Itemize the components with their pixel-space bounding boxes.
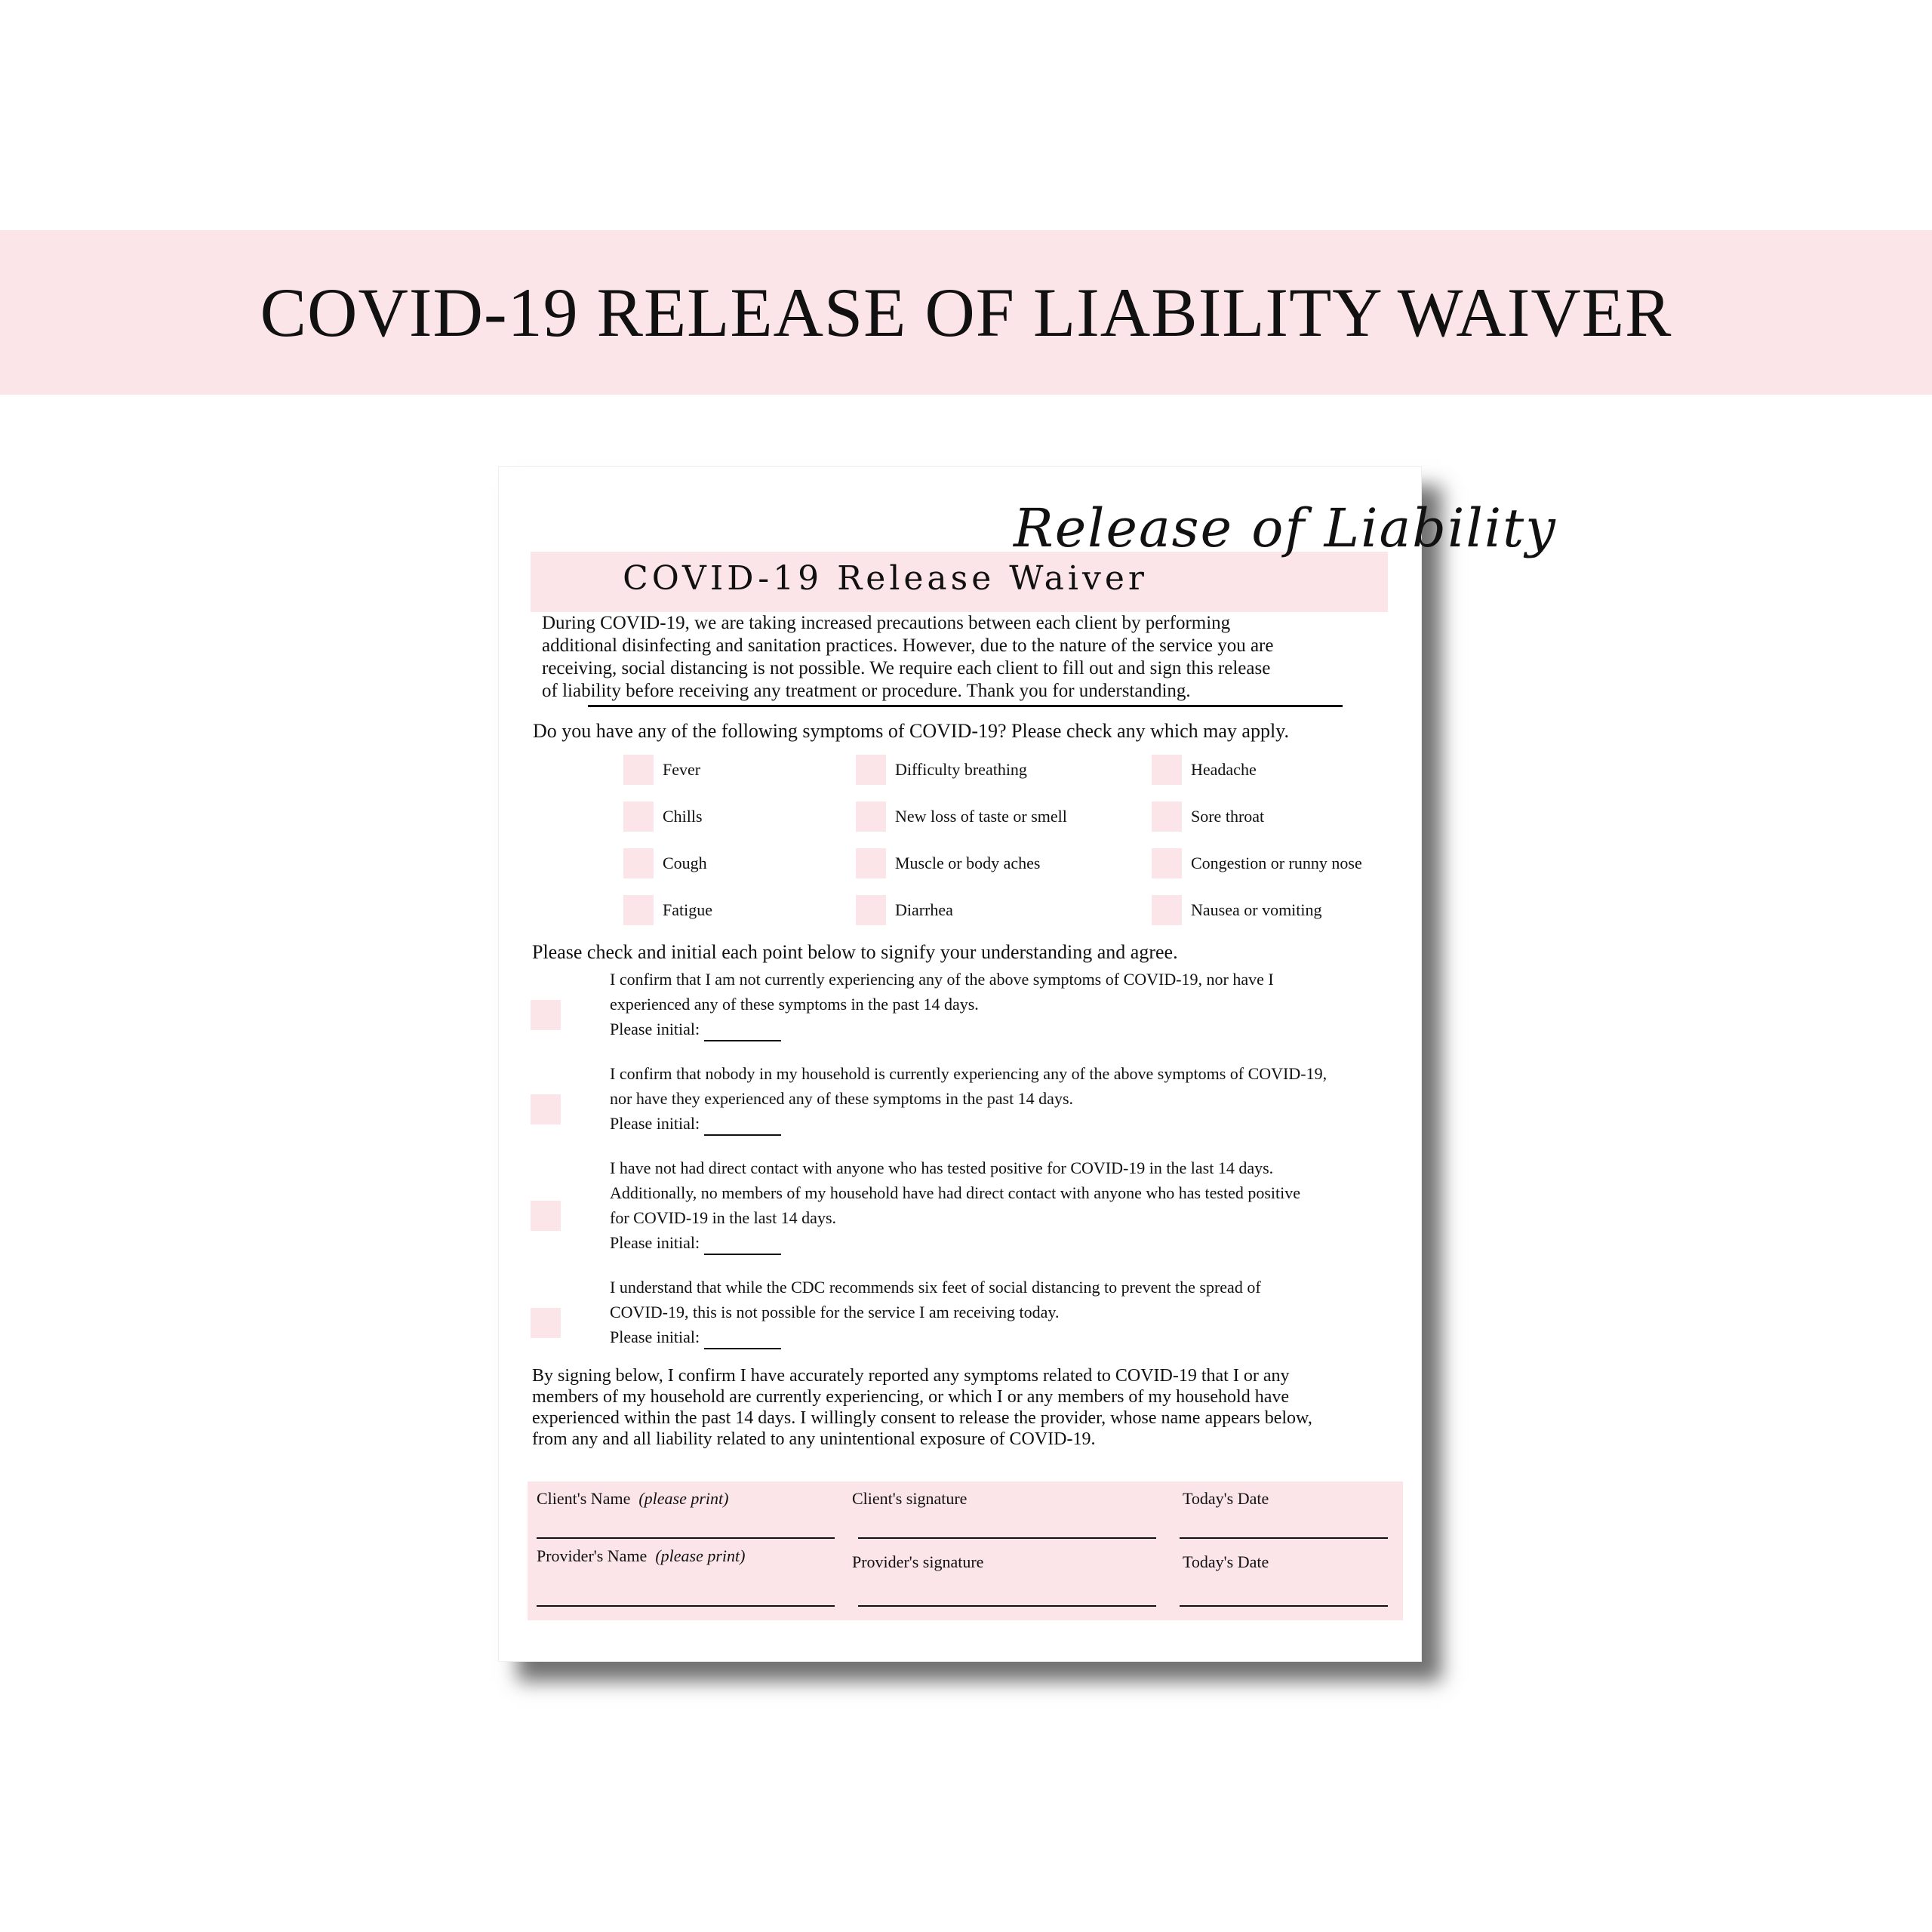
point-line: I confirm that I am not currently experiencing any of the above symptoms of COVID-19, nor have I: [610, 970, 1274, 989]
acknowledgement-point: [531, 1155, 1398, 1261]
symptom-muscle-aches[interactable]: [856, 848, 1040, 879]
point-line: I confirm that nobody in my household is currently experiencing any of the above symptoms of COVID-19,: [610, 1064, 1327, 1083]
top-banner: [0, 230, 1932, 395]
closing-line: from any and all liability related to any unintentional exposure of COVID-19.: [532, 1429, 1096, 1449]
client-name-text: Client's Name: [537, 1489, 631, 1508]
provider-date-field[interactable]: [1180, 1605, 1388, 1607]
symptom-label: Congestion or runny nose: [1191, 854, 1362, 872]
intro-line: receiving, social distancing is not possible. We require each client to fill out and sign this release: [542, 658, 1271, 678]
closing-statement: [532, 1365, 1400, 1450]
symptom-label: Diarrhea: [895, 900, 953, 919]
point-line: for COVID-19 in the last 14 days.: [610, 1208, 837, 1227]
initial-label: Please initial:: [610, 1020, 700, 1038]
client-date-field[interactable]: [1180, 1537, 1388, 1539]
client-name-field[interactable]: [537, 1537, 835, 1539]
symptom-label: Headache: [1191, 760, 1257, 779]
client-signature-label: Client's signature: [852, 1489, 968, 1508]
acknowledgement-instruction: Please check and initial each point below to signify your understanding and agree.: [532, 941, 1178, 963]
intro-underline: [588, 705, 1343, 707]
checkbox[interactable]: [856, 848, 886, 878]
point-line: COVID-19, this is not possible for the service I am receiving today.: [610, 1303, 1060, 1321]
checkbox[interactable]: [531, 1094, 561, 1124]
closing-line: By signing below, I confirm I have accurately reported any symptoms related to COVID-19 that I or any: [532, 1366, 1290, 1386]
intro-line: additional disinfecting and sanitation practices. However, due to the nature of the service you are: [542, 635, 1274, 656]
provider-signature-label: Provider's signature: [852, 1552, 984, 1571]
please-print-hint: (please print): [655, 1546, 746, 1565]
symptom-headache[interactable]: [1152, 754, 1257, 786]
symptom-label: Cough: [663, 854, 707, 872]
checkbox[interactable]: [1152, 801, 1182, 832]
initial-row: [610, 1324, 1395, 1349]
point-line: experienced any of these symptoms in the past 14 days.: [610, 995, 979, 1014]
closing-line: experienced within the past 14 days. I willingly consent to release the provider, whose name appears below,: [532, 1408, 1312, 1428]
point-line: I understand that while the CDC recommends six feet of social distancing to prevent the spread of: [610, 1278, 1261, 1297]
provider-name-text: Provider's Name: [537, 1546, 648, 1565]
checkbox[interactable]: [531, 1201, 561, 1231]
intro-line: of liability before receiving any treatment or procedure. Thank you for understanding.: [542, 681, 1191, 701]
initial-field[interactable]: [704, 1237, 781, 1255]
intro-line: During COVID-19, we are taking increased precautions between each client by performing: [542, 613, 1231, 633]
symptom-nausea[interactable]: [1152, 894, 1322, 926]
symptom-diarrhea[interactable]: [856, 894, 953, 926]
symptom-label: Muscle or body aches: [895, 854, 1041, 872]
acknowledgement-point: [531, 967, 1398, 1050]
symptom-label: Fatigue: [663, 900, 712, 919]
client-name-label: [537, 1489, 729, 1509]
symptom-label: Difficulty breathing: [895, 760, 1027, 779]
symptom-label: Fever: [663, 760, 701, 779]
client-date-label: Today's Date: [1183, 1489, 1269, 1508]
symptoms-question: Do you have any of the following symptoms of COVID-19? Please check any which may apply.: [533, 720, 1289, 742]
checkbox[interactable]: [1152, 755, 1182, 785]
initial-label: Please initial:: [610, 1114, 700, 1133]
symptom-congestion[interactable]: [1152, 848, 1362, 879]
symptom-checklist: [578, 754, 1408, 935]
checkbox[interactable]: [623, 848, 654, 878]
symptom-chills[interactable]: [623, 801, 703, 832]
initial-label: Please initial:: [610, 1327, 700, 1346]
waiver-form-page: [498, 466, 1557, 1662]
provider-date-label: Today's Date: [1183, 1552, 1269, 1571]
checkbox[interactable]: [1152, 895, 1182, 925]
symptom-loss-of-taste[interactable]: [856, 801, 1067, 832]
checkbox[interactable]: [856, 755, 886, 785]
provider-name-field[interactable]: [537, 1605, 835, 1607]
point-text: [610, 1061, 1395, 1136]
signature-block: [528, 1481, 1403, 1620]
symptom-sore-throat[interactable]: [1152, 801, 1264, 832]
symptom-label: Chills: [663, 807, 703, 826]
provider-name-label: [537, 1546, 745, 1566]
point-line: I have not had direct contact with anyone who has tested positive for COVID-19 in the last 14 days.: [610, 1158, 1274, 1177]
provider-signature-field[interactable]: [858, 1605, 1156, 1607]
initial-field[interactable]: [704, 1023, 781, 1041]
point-line: Additionally, no members of my household have had direct contact with anyone who has tested positive: [610, 1183, 1301, 1202]
checkbox[interactable]: [856, 895, 886, 925]
initial-row: [610, 1111, 1395, 1136]
point-text: [610, 1155, 1395, 1255]
client-signature-field[interactable]: [858, 1537, 1156, 1539]
symptom-label: New loss of taste or smell: [895, 807, 1067, 826]
point-line: nor have they experienced any of these symptoms in the past 14 days.: [610, 1089, 1074, 1108]
acknowledgement-point: [531, 1061, 1398, 1144]
checkbox[interactable]: [623, 895, 654, 925]
point-text: [610, 1275, 1395, 1349]
checkbox[interactable]: [623, 755, 654, 785]
closing-line: members of my household are currently experiencing, or which I or any members of my household have: [532, 1387, 1290, 1407]
symptom-cough[interactable]: [623, 848, 707, 879]
symptom-fever[interactable]: [623, 754, 700, 786]
initial-row: [610, 1017, 1395, 1041]
banner-title: COVID-19 RELEASE OF LIABILITY WAIVER: [260, 274, 1672, 351]
please-print-hint: (please print): [638, 1489, 729, 1508]
initial-label: Please initial:: [610, 1233, 700, 1252]
initial-row: [610, 1230, 1395, 1255]
checkbox[interactable]: [856, 801, 886, 832]
initial-field[interactable]: [704, 1331, 781, 1349]
symptom-fatigue[interactable]: [623, 894, 712, 926]
checkbox[interactable]: [531, 1308, 561, 1338]
symptom-label: Sore throat: [1191, 807, 1265, 826]
symptom-label: Nausea or vomiting: [1191, 900, 1322, 919]
form-title: COVID-19 Release Waiver: [623, 559, 1148, 598]
initial-field[interactable]: [704, 1118, 781, 1136]
symptom-difficulty-breathing[interactable]: [856, 754, 1027, 786]
checkbox[interactable]: [623, 801, 654, 832]
form-header: [531, 497, 1557, 612]
checkbox[interactable]: [1152, 848, 1182, 878]
acknowledgement-point: [531, 1275, 1398, 1358]
point-text: [610, 967, 1395, 1041]
checkbox[interactable]: [531, 1000, 561, 1030]
intro-paragraph: [542, 612, 1395, 703]
script-title: Release of Liability: [1014, 497, 1557, 559]
